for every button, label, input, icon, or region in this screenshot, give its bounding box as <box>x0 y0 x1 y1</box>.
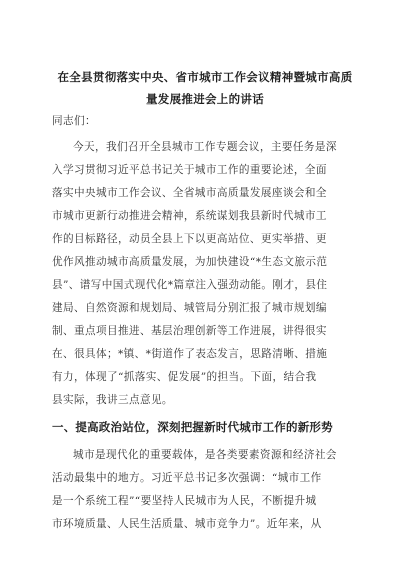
paragraph-1-line: 有力，体现了“抓落实、促发展”的担当。下面，结合我 <box>52 371 317 383</box>
paragraph-1-line: 入学习贯彻习近平总书记关于城市工作的重要论述，全面 <box>52 164 327 176</box>
paragraph-1-line: 制、重点项目推进、基层治理创新等工作进展，讲得很实 <box>52 325 327 337</box>
section-heading-1: 一、提高政治站位，深刻把握新时代城市工作的新形势 <box>52 420 333 434</box>
paragraph-2-line: 市环境质量、人民生活质量、城市竞争力”。近年来，从 <box>52 518 322 530</box>
paragraph-1-line: 今天，我们召开全县城市工作专题会议，主要任务是深 <box>73 141 337 153</box>
paragraph-1-line: 在、很具体；*镇、*街道作了表态发言，思路清晰、措施 <box>52 348 328 360</box>
paragraph-1-line: 县”、谱写中国式现代化*篇章注入强劲动能。刚才，县住 <box>52 279 328 291</box>
paragraph-1-line: 县实际，我讲三点意见。 <box>52 394 173 406</box>
paragraph-1-line: 作的目标路径，动员全县上下以更高站位、更实举措、更 <box>52 233 327 245</box>
paragraph-1-line: 市城市更新行动推进会精神，系统谋划我县新时代城市工 <box>52 210 327 222</box>
paragraph-2-line: 城市是现代化的重要载体，是各类要素资源和经济社会 <box>73 449 337 461</box>
salutation: 同志们： <box>52 115 96 127</box>
document-title-line-2: 量发展推进会上的讲话 <box>146 92 264 106</box>
paragraph-2-line: 是一个系统工程”“要坚持人民城市为人民，不断提升城 <box>52 495 317 507</box>
paragraph-2-line: 活动最集中的地方。习近平总书记多次强调：“城市工作 <box>52 472 322 484</box>
paragraph-1-line: 落实中央城市工作会议、全省城市高质量发展座谈会和全 <box>52 187 327 199</box>
paragraph-1-line: 优作风推动城市高质量发展，为加快建设“*生态文旅示范 <box>52 256 328 268</box>
document-title-line-1: 在全县贯彻落实中央、省市城市工作会议精神暨城市高质 <box>57 70 353 84</box>
paragraph-1-line: 建局、自然资源和规划局、城管局分别汇报了城市规划编 <box>52 302 327 314</box>
